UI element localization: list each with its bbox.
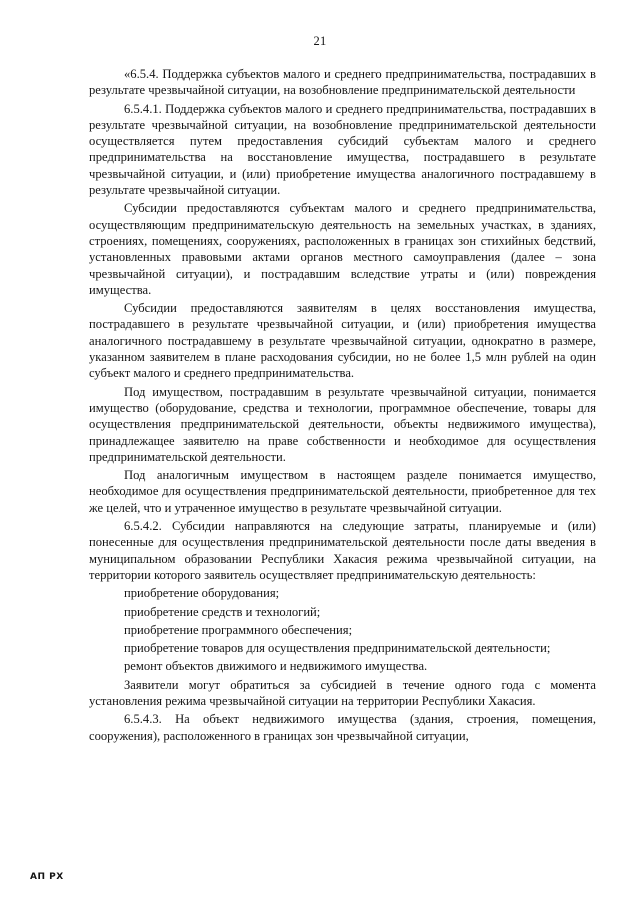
footer-mark: АП РХ xyxy=(30,872,64,882)
document-body xyxy=(89,66,596,746)
list-item: приобретение программного обеспечения; xyxy=(124,622,353,637)
body-paragraph: Заявители могут обратиться за субсидией в течение одного года с момента установления режима чрезвычайной ситуации на территории Республики Хакасия. xyxy=(89,677,596,708)
body-paragraph: 6.5.4.2. Субсидии направляются на следующие затраты, планируемые и (или) понесенные для осуществления предпринимательской деятельности после даты введения в муниципальном образовании Республики Хакасия режима чрезвычайной ситуации, на территории которого заявитель осуществляет предпринимательскую деятельность: xyxy=(89,519,596,582)
body-paragraph: Под имуществом, пострадавшим в результате чрезвычайной ситуации, понимается имущество (оборудование, средства и технологии, программное обеспечение, товары для осуществления предпринимательской деятельности, объекты недвижимого имущества), принадлежащее заявителю на праве собственности и необходимое для осуществления предпринимательской деятельности. xyxy=(89,384,596,464)
list-item: приобретение оборудования; xyxy=(124,586,280,601)
body-paragraph: Субсидии предоставляются заявителям в целях восстановления имущества, пострадавшего в результате чрезвычайной ситуации, и (или) приобретения имущества аналогичного пострадавшему в результате чрезвычайной ситуации, однократно в размере, указанном заявителем в плане расходования субсидии, но не более 1,5 млн рублей на один субъект малого и среднего предпринимательства. xyxy=(89,301,596,381)
body-paragraph: Субсидии предоставляются субъектам малого и среднего предпринимательства, осуществляющим предпринимательскую деятельность на земельных участках, в зданиях, строениях, помещениях, сооружениях, расположенных в границах зон стихийных бедствий, установленных правовыми актами органов местного самоуправления (далее – зона чрезвычайной ситуации), и пострадавшим вследствие утраты и (или) повреждения имущества. xyxy=(89,201,596,297)
list-item: ремонт объектов движимого и недвижимого имущества. xyxy=(124,659,428,674)
body-paragraph: Под аналогичным имуществом в настоящем разделе понимается имущество, необходимое для осуществления предпринимательской деятельности, приобретенное для тех же целей, что и утраченное имущество в результате чрезвычайной ситуации. xyxy=(89,468,596,515)
list-item: приобретение средств и технологий; xyxy=(124,604,321,619)
list-item: приобретение товаров для осуществления предпринимательской деятельности; xyxy=(124,641,551,656)
page-number: 21 xyxy=(313,34,327,48)
section-heading-paragraph: «6.5.4. Поддержка субъектов малого и среднего предпринимательства, пострадавших в результате чрезвычайной ситуации, на возобновление предпринимательской деятельности xyxy=(89,67,596,98)
body-paragraph: 6.5.4.1. Поддержка субъектов малого и среднего предпринимательства, пострадавших в результате чрезвычайной ситуации, на возобновление предпринимательской деятельности осуществляется путем предоставления субсидий субъектам малого и среднего предпринимательства на восстановление имущества, пострадавшего в результате чрезвычайной ситуации, и (или) приобретение имущества аналогичного пострадавшему в результате чрезвычайной ситуации. xyxy=(89,101,596,198)
body-paragraph: 6.5.4.3. На объект недвижимого имущества (здания, строения, помещения, сооружения), расположенного в границах зон чрезвычайной ситуации, xyxy=(89,712,596,743)
